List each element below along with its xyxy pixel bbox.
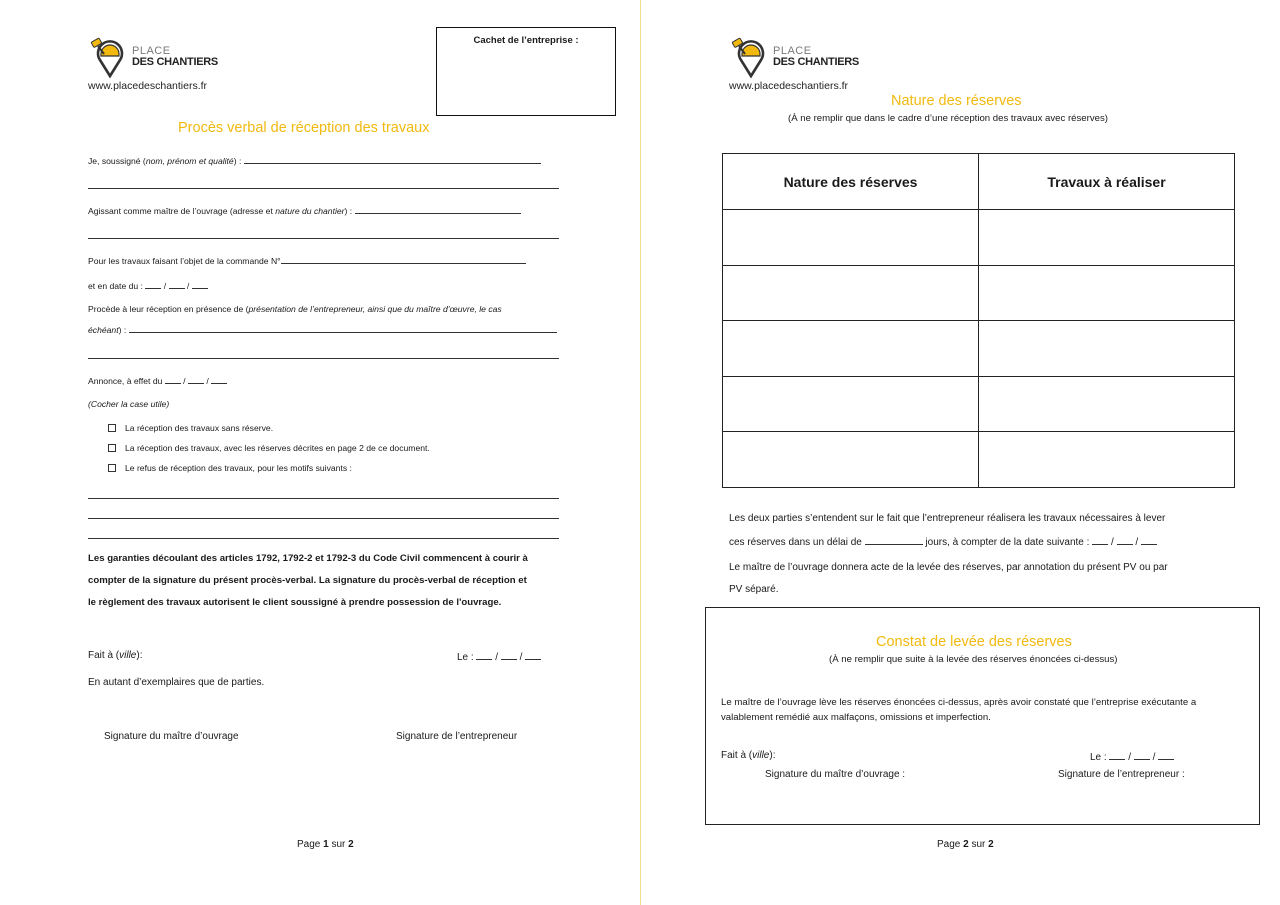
levee-title: Constat de levée des réserves (876, 634, 1072, 650)
annonce-year-line[interactable] (211, 374, 227, 384)
field-soussigne (88, 154, 541, 166)
brand-logo (88, 36, 228, 80)
exemplaires-text: En autant d’exemplaires que de parties. (88, 677, 265, 688)
reserves-subtitle: (À ne remplir que dans le cadre d’une réception des travaux avec réserves) (788, 113, 1108, 124)
date-separator: / (163, 281, 167, 291)
le-day-line[interactable] (1109, 750, 1125, 760)
le-date-field (457, 650, 541, 663)
levee-reserves-box (705, 607, 1260, 825)
label-text: jours, à compter de la date suivante : (925, 537, 1090, 548)
page-label: Page (297, 839, 321, 850)
date-separator: / (183, 376, 186, 386)
delai-jours-line[interactable] (865, 535, 923, 545)
option-sans-reserve[interactable] (108, 423, 273, 433)
helmet-pin-logo-icon (729, 36, 773, 80)
reserves-table (722, 153, 1235, 488)
page-sur: sur (971, 839, 986, 850)
motifs-line-1[interactable] (88, 498, 559, 499)
le-year-line[interactable] (1158, 750, 1174, 760)
stamp-label: Cachet de l’entreprise : (473, 35, 579, 46)
page-total: 2 (988, 839, 994, 850)
label-italic: nom, prénom et qualité (145, 156, 234, 166)
fait-a-label (721, 750, 775, 761)
table-cell[interactable] (723, 376, 979, 432)
le-year-line[interactable] (525, 650, 541, 660)
field-presence (88, 304, 502, 314)
label-italic: nature du chantier (275, 206, 345, 216)
column-header-nature: Nature des réserves (723, 154, 979, 210)
label-text: Fait à ( (88, 650, 120, 661)
label-text: Annonce, à effet du (88, 376, 163, 386)
option-refus[interactable] (108, 463, 352, 473)
signature-entrepreneur-label: Signature de l’entrepreneur (396, 731, 518, 742)
commande-input-line[interactable] (281, 254, 526, 264)
table-cell[interactable] (979, 432, 1235, 488)
date-separator: / (1110, 537, 1114, 548)
date-year-line[interactable] (192, 279, 208, 289)
agissant-input-line[interactable] (355, 204, 521, 214)
website-link[interactable]: www.placedeschantiers.fr (88, 80, 208, 92)
date-separator: / (1128, 752, 1132, 763)
le-month-line[interactable] (1134, 750, 1150, 760)
logo-text-place: PLACE (773, 45, 812, 57)
label-text: Agissant comme maître de l’ouvrage (adresse et (88, 206, 276, 216)
table-row (723, 210, 1235, 266)
option-avec-reserves[interactable] (108, 443, 430, 453)
option-label: La réception des travaux, avec les réserves décrites en page 2 de ce document. (125, 443, 430, 453)
label-text: ): (136, 650, 143, 661)
delai-paragraph-line-1: Les deux parties s’entendent sur le fait que l’entrepreneur réalisera les travaux nécessaires à lever (729, 513, 1166, 524)
field-annonce (88, 374, 227, 386)
agissant-continuation-line[interactable] (88, 238, 559, 239)
date-month-line[interactable] (169, 279, 185, 289)
levee-paragraph-line-2: valablement remédié aux malfaçons, omissions et imperfection. (721, 712, 991, 723)
label-text: ces réserves dans un délai de (729, 537, 862, 548)
website-link[interactable]: www.placedeschantiers.fr (729, 80, 849, 92)
label-italic: échéant (88, 325, 119, 335)
presence-input-line[interactable] (129, 323, 557, 333)
label-italic: présentation de l’entrepreneur, ainsi que du maître d’œuvre, le cas (248, 304, 502, 314)
label-text: Le : (1090, 752, 1107, 763)
table-cell[interactable] (979, 265, 1235, 321)
label-text: Fait à ( (721, 750, 753, 761)
page-current: 2 (963, 839, 969, 850)
page-label: Page (937, 839, 961, 850)
date-separator: / (1135, 537, 1139, 548)
table-cell[interactable] (979, 210, 1235, 266)
label-text: ): (769, 750, 776, 761)
logo-text-des-chantiers: DES CHANTIERS (773, 56, 859, 68)
label-italic: ville (119, 650, 137, 661)
annonce-day-line[interactable] (165, 374, 181, 384)
le-day-line[interactable] (476, 650, 492, 660)
date-separator: / (519, 652, 523, 663)
option-label: Le refus de réception des travaux, pour les motifs suivants : (125, 463, 352, 473)
label-text: Le : (457, 652, 474, 663)
soussigne-continuation-line[interactable] (88, 188, 559, 189)
date-separator: / (1152, 752, 1156, 763)
helmet-pin-logo-icon (88, 36, 132, 80)
label-text: Procède à leur réception en présence de ( (88, 304, 249, 314)
page-sur: sur (331, 839, 346, 850)
table-cell[interactable] (723, 265, 979, 321)
logo-text-place: PLACE (132, 45, 171, 57)
motifs-line-3[interactable] (88, 538, 559, 539)
reserves-title: Nature des réserves (891, 93, 1022, 109)
table-cell[interactable] (723, 210, 979, 266)
delai-year-line[interactable] (1141, 535, 1157, 545)
label-text: Je, soussigné ( (88, 156, 146, 166)
field-presence-cont (88, 323, 557, 335)
label-italic: ville (752, 750, 770, 761)
table-cell[interactable] (979, 321, 1235, 377)
field-agissant (88, 204, 521, 216)
label-text: ) : (233, 156, 242, 166)
field-commande (88, 254, 526, 266)
le-month-line[interactable] (501, 650, 517, 660)
signature-entrepreneur-label: Signature de l’entrepreneur : (1058, 769, 1185, 780)
document-page-2 (641, 0, 1280, 905)
acte-paragraph-line-2: PV séparé. (729, 584, 779, 595)
table-row (723, 432, 1235, 488)
le-date-field (1090, 750, 1174, 763)
checkbox[interactable] (108, 424, 116, 432)
column-header-travaux: Travaux à réaliser (979, 154, 1235, 210)
soussigne-input-line[interactable] (244, 154, 541, 164)
option-label: La réception des travaux sans réserve. (125, 423, 274, 433)
delai-day-line[interactable] (1092, 535, 1108, 545)
label-text: et en date du : (88, 281, 143, 291)
page-title: Procès verbal de réception des travaux (178, 120, 430, 136)
date-separator: / (206, 376, 209, 386)
signature-maitre-label: Signature du maître d’ouvrage : (765, 769, 906, 780)
page-total: 2 (348, 839, 354, 850)
table-cell[interactable] (723, 432, 979, 488)
label-text: Pour les travaux faisant l’objet de la commande N° (88, 256, 281, 266)
garanties-line-3: le règlement des travaux autorisent le client soussigné à prendre possession de l'ouvrage. (88, 597, 502, 608)
presence-continuation-line[interactable] (88, 358, 559, 359)
annonce-month-line[interactable] (188, 374, 204, 384)
label-text: ) : (344, 206, 353, 216)
page-number (937, 839, 994, 850)
cocher-instruction: (Cocher la case utile) (88, 399, 170, 409)
field-date (88, 279, 208, 291)
delai-paragraph-line-2 (729, 535, 1157, 548)
levee-subtitle: (À ne remplir que suite à la levée des réserves énoncées ci-dessus) (829, 654, 1118, 665)
acte-paragraph-line-1: Le maître de l’ouvrage donnera acte de la levée des réserves, par annotation du présent PV ou par (729, 562, 1168, 573)
table-row (723, 265, 1235, 321)
checkbox[interactable] (108, 444, 116, 452)
page-current: 1 (323, 839, 329, 850)
logo-text-des-chantiers: DES CHANTIERS (132, 56, 218, 68)
table-row (723, 376, 1235, 432)
signature-maitre-label: Signature du maître d’ouvrage (104, 731, 239, 742)
checkbox[interactable] (108, 464, 116, 472)
table-cell[interactable] (723, 321, 979, 377)
garanties-line-2: compter de la signature du présent procès-verbal. La signature du procès-verbal de réception et (88, 575, 527, 586)
table-cell[interactable] (979, 376, 1235, 432)
brand-logo (729, 36, 869, 80)
delai-month-line[interactable] (1117, 535, 1133, 545)
label-text: ) : (118, 325, 127, 335)
page-number (297, 839, 354, 850)
date-separator: / (186, 281, 190, 291)
levee-paragraph-line-1: Le maître de l’ouvrage lève les réserves énoncées ci-dessus, après avoir constaté que l’entreprise exécutante a (721, 697, 1197, 708)
motifs-line-2[interactable] (88, 518, 559, 519)
garanties-line-1: Les garanties découlant des articles 1792, 1792-2 et 1792-3 du Code Civil commencent à courir à (88, 553, 528, 564)
date-separator: / (495, 652, 499, 663)
date-day-line[interactable] (145, 279, 161, 289)
fait-a-label (88, 650, 142, 661)
company-stamp-box[interactable] (436, 27, 616, 116)
table-header-row (723, 154, 1235, 210)
table-row (723, 321, 1235, 377)
